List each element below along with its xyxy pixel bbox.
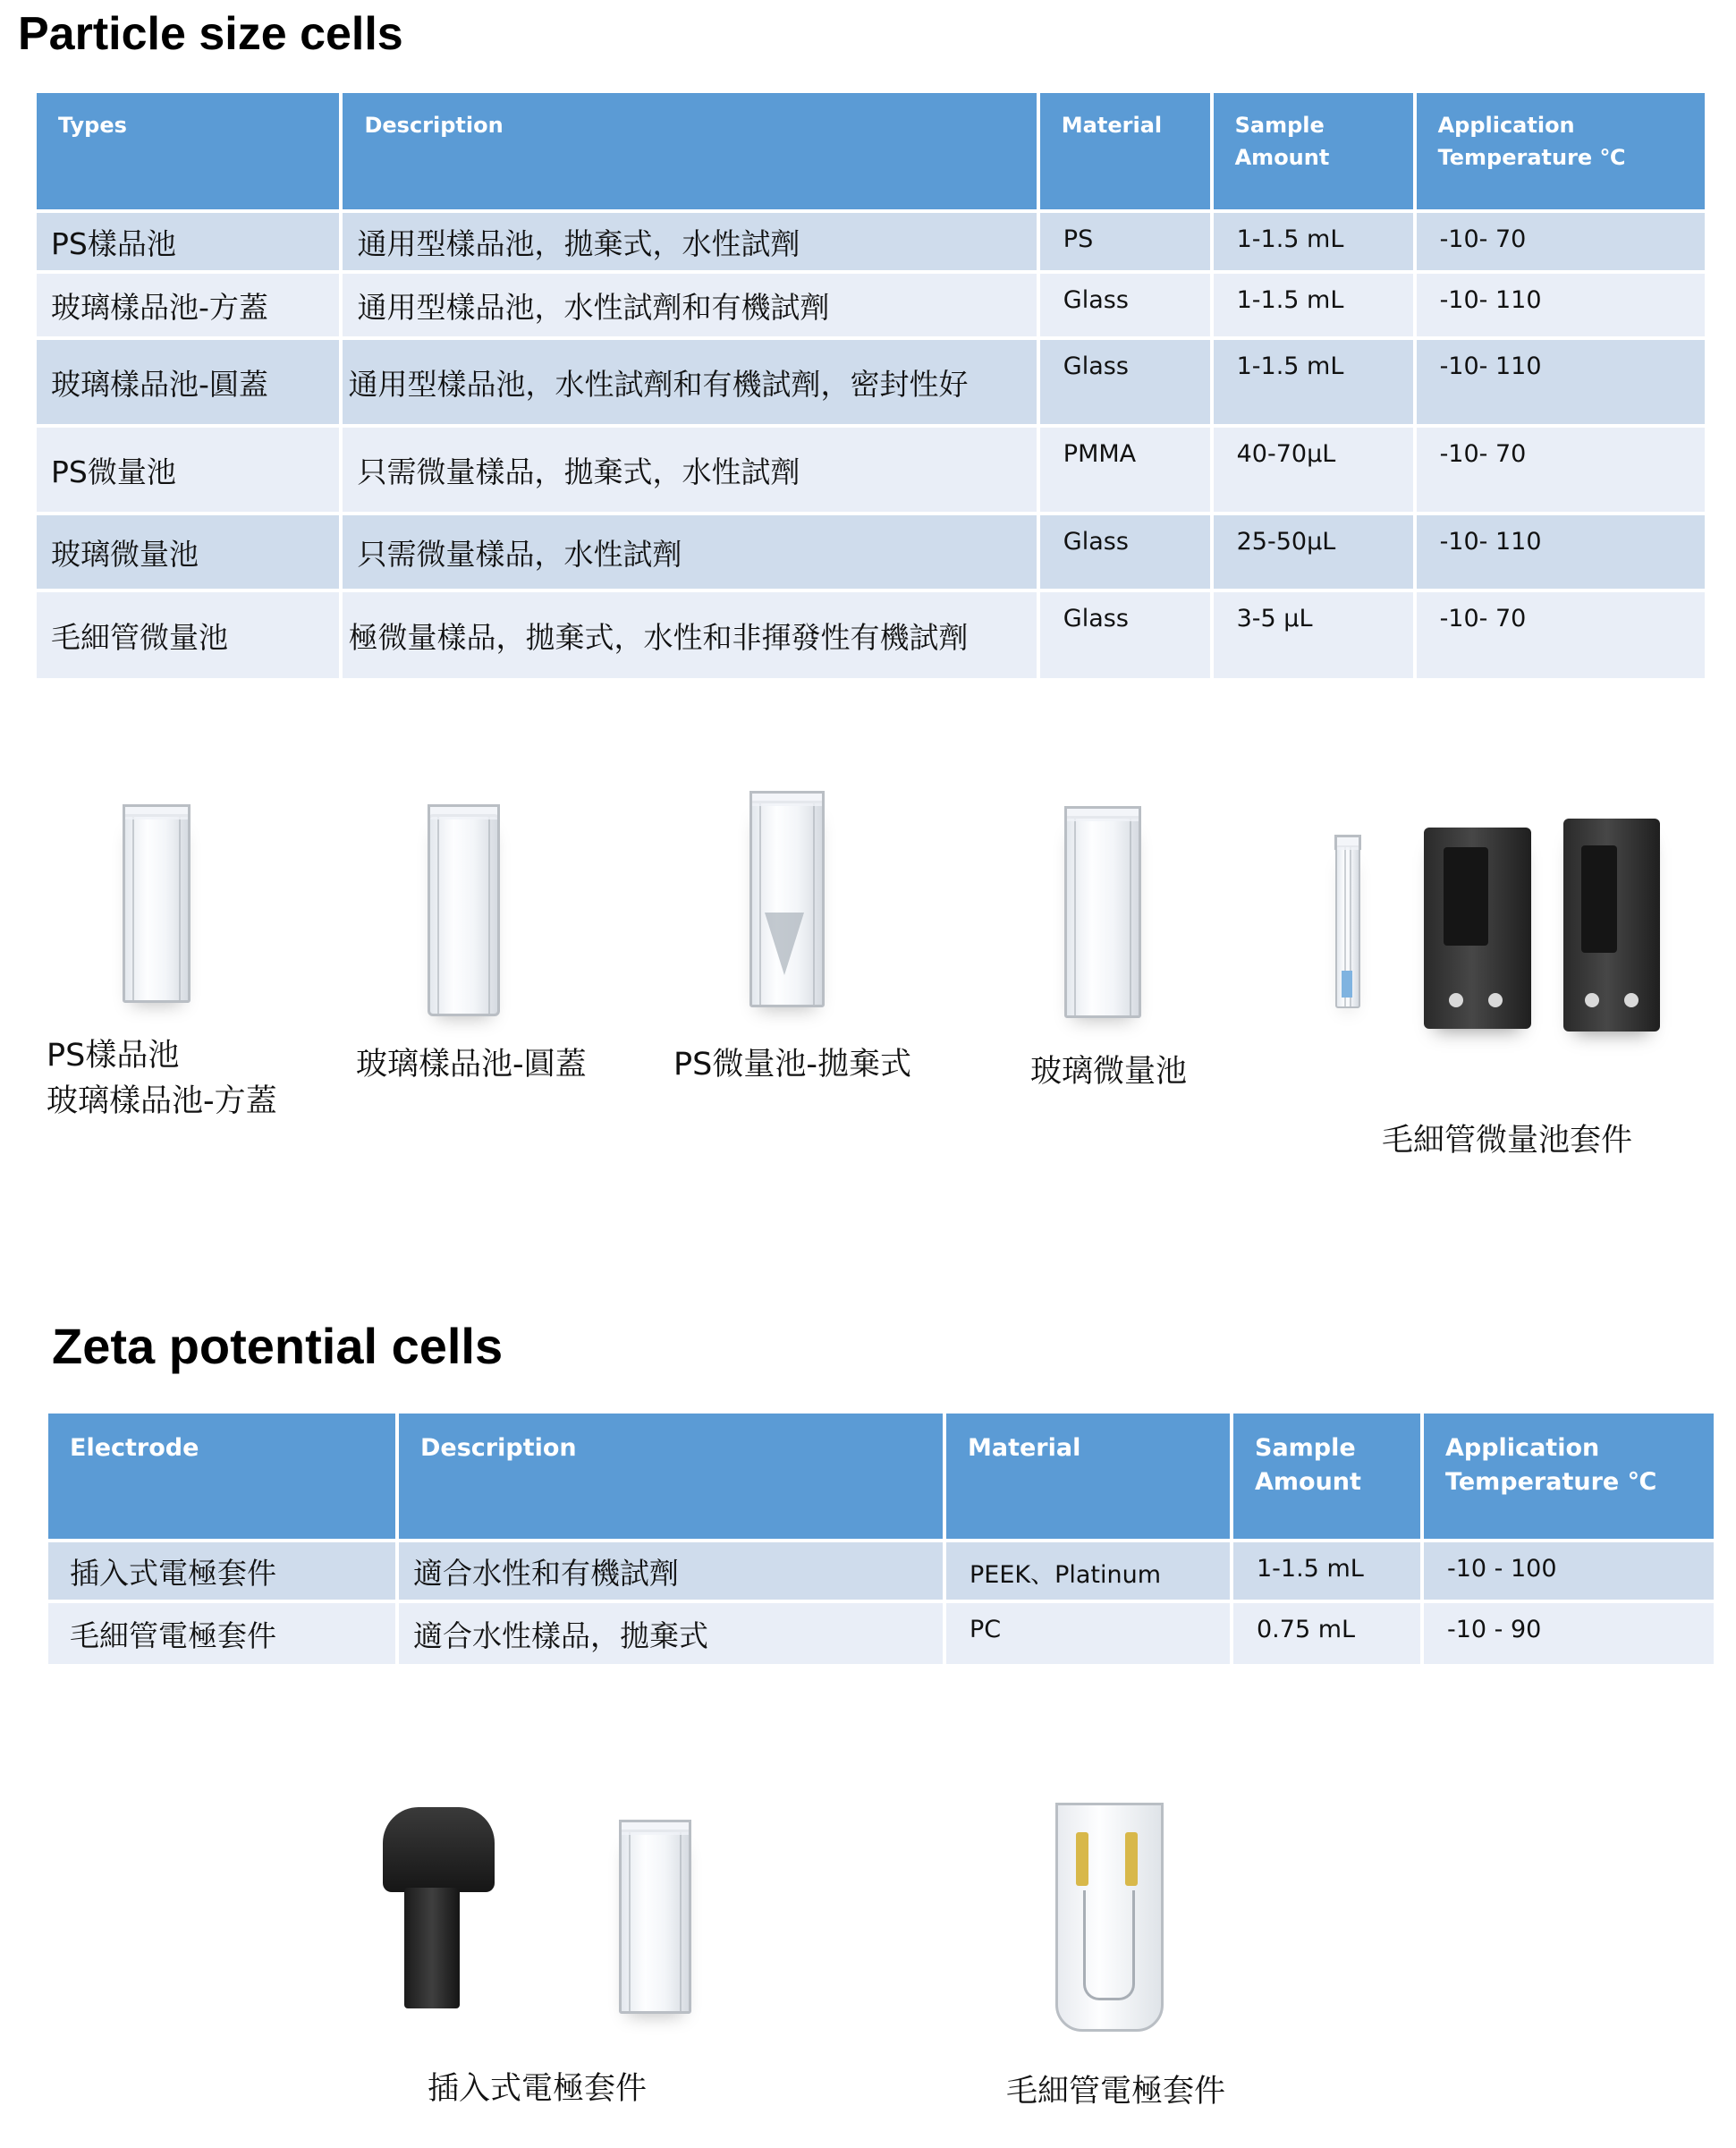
cell-material: Glass [1040,515,1210,589]
cell-sample-amount: 40-70µL [1214,428,1413,512]
table-row [37,428,1705,512]
dip-electrode-cap-image [383,1807,495,1892]
cell-temperature: -10- 110 [1417,274,1705,336]
zeta-potential-table [45,1410,1717,1668]
caption-glass-round: 玻璃樣品池-圓蓋 [356,1047,587,1082]
cell-material: PS [1040,213,1210,270]
cell-description: 通用型樣品池，水性試劑和有機試劑 [343,274,1036,336]
header-application-temperature: Application Temperature ℃ [1417,93,1705,209]
cell-material: Glass [1040,340,1210,424]
header-material: Material [1040,93,1210,209]
header-application-temperature: Application Temperature ℃ [1424,1414,1714,1539]
cell-type: PS樣品池 [37,213,339,270]
cell-temperature: -10- 70 [1417,592,1705,678]
caption-ps-cell: PS樣品池 [47,1038,180,1074]
caption-glass-micro: 玻璃微量池 [1030,1054,1188,1090]
cell-description: 極微量樣品，拋棄式，水性和非揮發性有機試劑 [343,592,1036,678]
cell-material: Glass [1040,274,1210,336]
table-row [37,274,1705,336]
capillary-holder-right-image [1563,819,1660,1032]
header-material: Material [946,1414,1230,1539]
table-row [37,592,1705,678]
zeta-potential-title: Zeta potential cells [52,1318,504,1374]
cell-description: 只需微量樣品，水性試劑 [343,515,1036,589]
capillary-sample-fill [1342,971,1352,998]
cell-type: 玻璃樣品池-方蓋 [37,274,339,336]
table-row [37,213,1705,270]
caption-capillary-kit: 毛細管微量池套件 [1382,1123,1633,1159]
caption-dip-kit: 插入式電極套件 [428,2071,648,2107]
caption-ps-micro: PS微量池-拋棄式 [673,1047,911,1082]
cell-material: Glass [1040,592,1210,678]
cell-type: 毛細管微量池 [37,592,339,678]
cell-electrode: 毛細管電極套件 [48,1603,395,1664]
table-row [37,340,1705,424]
cell-description: 只需微量樣品，拋棄式，水性試劑 [343,428,1036,512]
cell-description: 通用型樣品池，水性試劑和有機試劑，密封性好 [343,340,1036,424]
header-description: Description [343,93,1036,209]
cell-temperature: -10 - 100 [1424,1542,1714,1600]
cell-description: 通用型樣品池，拋棄式，水性試劑 [343,213,1036,270]
micro-insert-shape [765,913,804,975]
cell-material: PEEK、Platinum [946,1542,1230,1600]
cell-material: PC [946,1603,1230,1664]
cell-description: 適合水性和有機試劑 [399,1542,943,1600]
cell-sample-amount: 1-1.5 mL [1233,1542,1420,1600]
header-types: Types [37,93,339,209]
particle-size-title: Particle size cells [18,8,403,60]
header-sample-amount: Sample Amount [1214,93,1413,209]
cell-electrode: 插入式電極套件 [48,1542,395,1600]
table-row [37,515,1705,589]
cell-temperature: -10- 110 [1417,515,1705,589]
dip-cuvette-image [619,1830,691,2014]
cell-type: PS微量池 [37,428,339,512]
header-sample-amount: Sample Amount [1233,1414,1420,1539]
cell-sample-amount: 1-1.5 mL [1214,213,1413,270]
cell-sample-amount: 1-1.5 mL [1214,274,1413,336]
cell-temperature: -10- 70 [1417,213,1705,270]
table-row [48,1603,1714,1664]
capillary-electrode-cell-image [1055,1803,1164,2032]
table-row [48,1542,1714,1600]
header-description: Description [399,1414,943,1539]
cell-temperature: -10- 110 [1417,340,1705,424]
header-electrode: Electrode [48,1414,395,1539]
cell-sample-amount: 1-1.5 mL [1214,340,1413,424]
dip-electrode-stem-image [404,1888,460,2008]
glass-round-cap-cuvette-image [428,814,500,1016]
cell-sample-amount: 0.75 mL [1233,1603,1420,1664]
cell-type: 玻璃微量池 [37,515,339,589]
caption-capillary-electrode-kit: 毛細管電極套件 [1006,2074,1226,2110]
ps-micro-cuvette-image [749,801,825,1007]
ps-cuvette-image [123,814,191,1003]
cell-temperature: -10- 70 [1417,428,1705,512]
glass-micro-cuvette-image [1064,816,1141,1018]
particle-size-table [33,89,1708,682]
cell-temperature: -10 - 90 [1424,1603,1714,1664]
table-header-row [37,93,1705,209]
cell-description: 適合水性樣品，拋棄式 [399,1603,943,1664]
cell-sample-amount: 25-50µL [1214,515,1413,589]
table-header-row [48,1414,1714,1539]
cell-material: PMMA [1040,428,1210,512]
cell-sample-amount: 3-5 µL [1214,592,1413,678]
caption-glass-square: 玻璃樣品池-方蓋 [47,1083,277,1119]
capillary-holder-left-image [1424,828,1531,1029]
cell-type: 玻璃樣品池-圓蓋 [37,340,339,424]
